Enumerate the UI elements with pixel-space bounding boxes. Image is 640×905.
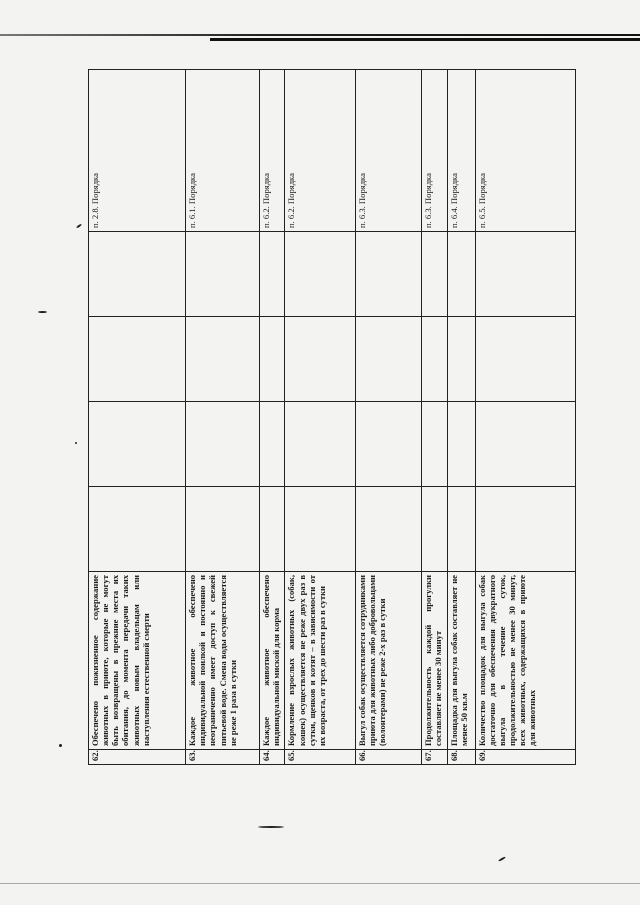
table-row [355, 70, 421, 765]
scan-speck [75, 442, 77, 444]
table-row [260, 70, 285, 765]
table-row [447, 70, 475, 765]
row-number: 63. [186, 750, 260, 765]
empty-cell [260, 487, 285, 572]
empty-cell [89, 317, 186, 402]
scan-speck [59, 744, 62, 747]
scan-bottom-edge [0, 883, 640, 884]
empty-cell [260, 317, 285, 402]
reference-cell: п. 6.3. Порядка [355, 70, 421, 232]
row-number: 68. [447, 750, 475, 765]
empty-cell [260, 402, 285, 487]
empty-cell [285, 232, 355, 317]
requirement-text: Кормление взрослых животных (собак, кошек) осуществляется не реже двух раз в сутки, щенков и котят – в зависимости от их возраста, от трех до шести раз в сутки [285, 572, 355, 750]
empty-cell [355, 317, 421, 402]
scan-speck [76, 223, 82, 228]
table-row [89, 70, 186, 765]
empty-cell [447, 402, 475, 487]
empty-cell [355, 232, 421, 317]
table-row [186, 70, 260, 765]
reference-cell: п. 6.5. Порядка [475, 70, 575, 232]
empty-cell [421, 317, 447, 402]
table-row [475, 70, 575, 765]
requirement-text: Количество площадок для выгула собак достаточно для обеспечения двукратного выгула в течение суток, продолжительностью не менее 30 минут, всех животных, содержащихся в приюте для животных [475, 572, 575, 750]
checklist-table [88, 69, 576, 765]
row-number: 65. [285, 750, 355, 765]
empty-cell [421, 487, 447, 572]
empty-cell [475, 317, 575, 402]
requirement-text: Выгул собак осуществляется сотрудниками приюта для животных либо добровольцами (волонтерами) не реже 2-х раз в сутки [355, 572, 421, 750]
row-number: 64. [260, 750, 285, 765]
empty-cell [186, 317, 260, 402]
empty-cell [355, 487, 421, 572]
empty-cell [475, 402, 575, 487]
scan-speck [38, 311, 47, 313]
empty-cell [186, 402, 260, 487]
empty-cell [447, 317, 475, 402]
scan-speck [498, 856, 506, 862]
empty-cell [186, 232, 260, 317]
rotated-page [88, 70, 576, 765]
empty-cell [447, 232, 475, 317]
empty-cell [475, 487, 575, 572]
requirement-text: Каждое животное обеспечено индивидуальной поилкой и постоянно и неограниченно имеет доступ к свежей питьевой воде. Смена воды осуществляется не реже 1 раза в сутки [186, 572, 260, 750]
reference-cell: п. 2.8. Порядка [89, 70, 186, 232]
requirement-text: Продолжительность каждой прогулки составляет не менее 30 минут [421, 572, 447, 750]
empty-cell [285, 487, 355, 572]
empty-cell [421, 402, 447, 487]
empty-cell [89, 487, 186, 572]
requirement-text: Площадка для выгула собак составляет не менее 50 кв.м [447, 572, 475, 750]
empty-cell [355, 402, 421, 487]
reference-cell: п. 6.3. Порядка [421, 70, 447, 232]
reference-cell: п. 6.4. Порядка [447, 70, 475, 232]
empty-cell [186, 487, 260, 572]
row-number: 62. [89, 750, 186, 765]
table-row [421, 70, 447, 765]
reference-cell: п. 6.2. Порядка [285, 70, 355, 232]
reference-cell: п. 6.2. Порядка [260, 70, 285, 232]
requirement-text: Каждое животное обеспечено индивидуальной миской для корма [260, 572, 285, 750]
empty-cell [89, 402, 186, 487]
empty-cell [285, 402, 355, 487]
empty-cell [447, 487, 475, 572]
requirement-text: Обеспечено пожизненное содержание животных в приюте, которые не могут быть возвращены в прежние места их обитания, до момента передачи таких животных новым владельцам или наступления естественной смерти [89, 572, 186, 750]
scan-top-edge [0, 34, 640, 36]
table-row [285, 70, 355, 765]
scan-top-edge-dark [210, 38, 640, 41]
empty-cell [475, 232, 575, 317]
reference-cell: п. 6.1. Порядка [186, 70, 260, 232]
empty-cell [285, 317, 355, 402]
empty-cell [89, 232, 186, 317]
row-number: 67. [421, 750, 447, 765]
empty-cell [260, 232, 285, 317]
row-number: 66. [355, 750, 421, 765]
scan-speck [258, 826, 284, 828]
empty-cell [421, 232, 447, 317]
row-number: 69. [475, 750, 575, 765]
